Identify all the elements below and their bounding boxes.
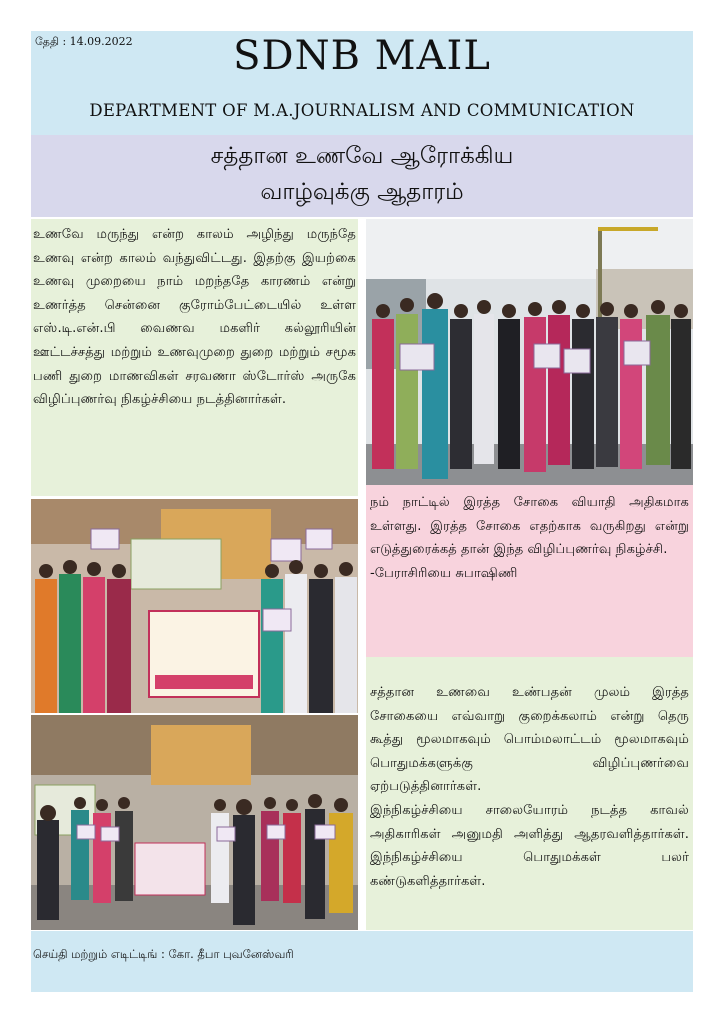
street-play-photo (31, 715, 358, 930)
headline-line-1: சத்தான உணவே ஆரோக்கிய (210, 143, 514, 169)
article-street-play (366, 657, 693, 930)
newsletter-title: SDNB MAIL (233, 33, 491, 79)
headline-bar (31, 135, 693, 217)
article-paragraph-1: சத்தான உணவை உண்பதன் முலம் இரத்த சோகையை எவ்வாறு குறைக்கலாம் என்று தெரு கூத்து மூலமாகவும் பொம்மலாட்டம் மூலமாகவும் பொதுமக்களுக்கு விழிப்புணர்வை ஏற்படுத்தினார்கள். (370, 685, 689, 795)
article-paragraph-2: இந்நிகழ்ச்சியை சாலையோரம் நடத்த காவல் அதிகாரிகள் அனுமதி அளித்து ஆதரவளித்தார்கள். இந்நிகழ்ச்சியை பொதுமக்கள் பலர் கண்டுகளித்தார்கள். (370, 802, 689, 889)
quote-text: நம் நாட்டில் இரத்த சோகை வியாதி அதிகமாக உள்ளது. இரத்த சோகை எதற்காக வருகிறது என்று எடுத்துரைக்கத் தான் இந்த விழிப்புணர்வு நிகழ்ச்சி. (370, 495, 689, 558)
street-awareness-photo (366, 219, 693, 485)
professor-quote (366, 485, 693, 657)
department-name: DEPARTMENT OF M.A.JOURNALISM AND COMMUNICATION (89, 101, 635, 120)
issue-date: தேதி : 14.09.2022 (35, 35, 133, 48)
footer-bar (31, 931, 693, 992)
article-intro (31, 219, 358, 496)
headline-line-2: வாழ்வுக்கு ஆதாரம் (260, 179, 464, 205)
banner-group-photo (31, 499, 358, 713)
quote-author: -பேராசிரியை சுபாஷிணி (370, 565, 518, 581)
article-intro-text: உணவே மருந்து என்ற காலம் அழிந்து மருந்தே உணவு என்ற காலம் வந்துவிட்டது. இதற்கு இயற்கை உணவு முறையை நாம் மறந்ததே காரணம் என்று உணர்த்த சென்னை குரோம்பேட்டையில் உள்ள எஸ்.டி.என்.பி வைணவ மகளிர் கல்லூரியின் ஊட்டச்சத்து மற்றும் உணவுமுறை துறை மற்றும் சமூக பணி துறை மாணவிகள் சரவணா ஸ்டோர்ஸ் அருகே விழிப்புணர்வு நிகழ்ச்சியை நடத்தினார்கள். (33, 227, 356, 408)
news-editing-credit: செய்தி மற்றும் எடிட்டிங் : கோ. தீபா புவனேஸ்வரி (33, 947, 294, 961)
newsletter-page (31, 31, 693, 992)
masthead-header (31, 31, 693, 135)
